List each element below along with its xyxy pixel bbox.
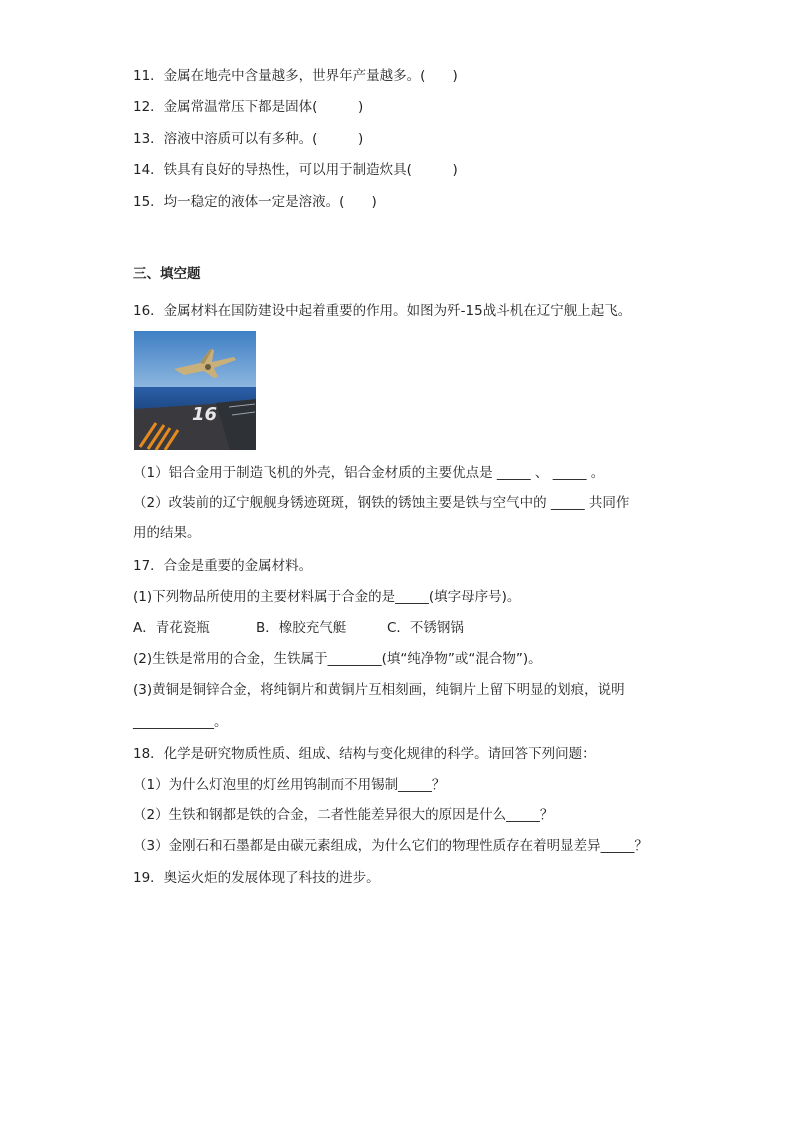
question-17-option-b: B．橡胶充气艇 [256, 620, 347, 636]
question-16-sub2-cont: 用的结果。 [133, 525, 201, 541]
jet-carrier-illustration [134, 331, 256, 450]
question-17-option-c: C．不锈钢锅 [387, 620, 464, 636]
question-15: 15．均一稳定的液体一定是溶液。( ) [133, 194, 377, 210]
question-14: 14．铁具有良好的导热性，可以用于制造炊具( ) [133, 162, 458, 178]
deck-number: 16 [192, 404, 218, 425]
question-17-stem: 17．合金是重要的金属材料。 [133, 558, 313, 574]
question-16-sub2: （2）改装前的辽宁舰舰身锈迹斑斑，钢铁的锈蚀主要是铁与空气中的 _____ 共同作 [133, 495, 630, 511]
question-18-sub1: （1）为什么灯泡里的灯丝用钨制而不用锡制_____？ [133, 777, 446, 793]
question-17-option-a: A．青花瓷瓶 [133, 620, 210, 636]
question-17-sub3-cont: ____________。 [133, 714, 228, 730]
question-18-sub3: （3）金刚石和石墨都是由碳元素组成，为什么它们的物理性质存在着明显差异_____？ [133, 838, 648, 854]
question-13: 13．溶液中溶质可以有多种。( ) [133, 131, 364, 147]
question-17-sub2: (2)生铁是常用的合金，生铁属于________(填“纯净物”或“混合物”)。 [133, 651, 542, 667]
question-18-sub2: （2）生铁和钢都是铁的合金，二者性能差异很大的原因是什么_____？ [133, 807, 554, 823]
question-19-stem: 19．奥运火炬的发展体现了科技的进步。 [133, 870, 380, 886]
question-17-sub1: (1)下列物品所使用的主要材料属于合金的是_____(填字母序号)。 [133, 589, 521, 605]
question-12: 12．金属常温常压下都是固体( ) [133, 99, 364, 115]
section-title: 三、填空题 [133, 266, 201, 282]
question-16-sub1: （1）铝合金用于制造飞机的外壳，铝合金材质的主要优点是 _____ 、 _____ 。 [133, 465, 605, 481]
question-17-sub3: (3)黄铜是铜锌合金，将纯铜片和黄铜片互相刻画，纯铜片上留下明显的划痕，说明 [133, 682, 625, 698]
question-11: 11．金属在地壳中含量越多，世界年产量越多。( ) [133, 68, 458, 84]
jet-carrier-photo [134, 331, 256, 450]
question-18-stem: 18．化学是研究物质性质、组成、结构与变化规律的科学。请回答下列问题： [133, 746, 596, 762]
question-16-stem: 16．金属材料在国防建设中起着重要的作用。如图为歼-15战斗机在辽宁舰上起飞。 [133, 303, 632, 319]
